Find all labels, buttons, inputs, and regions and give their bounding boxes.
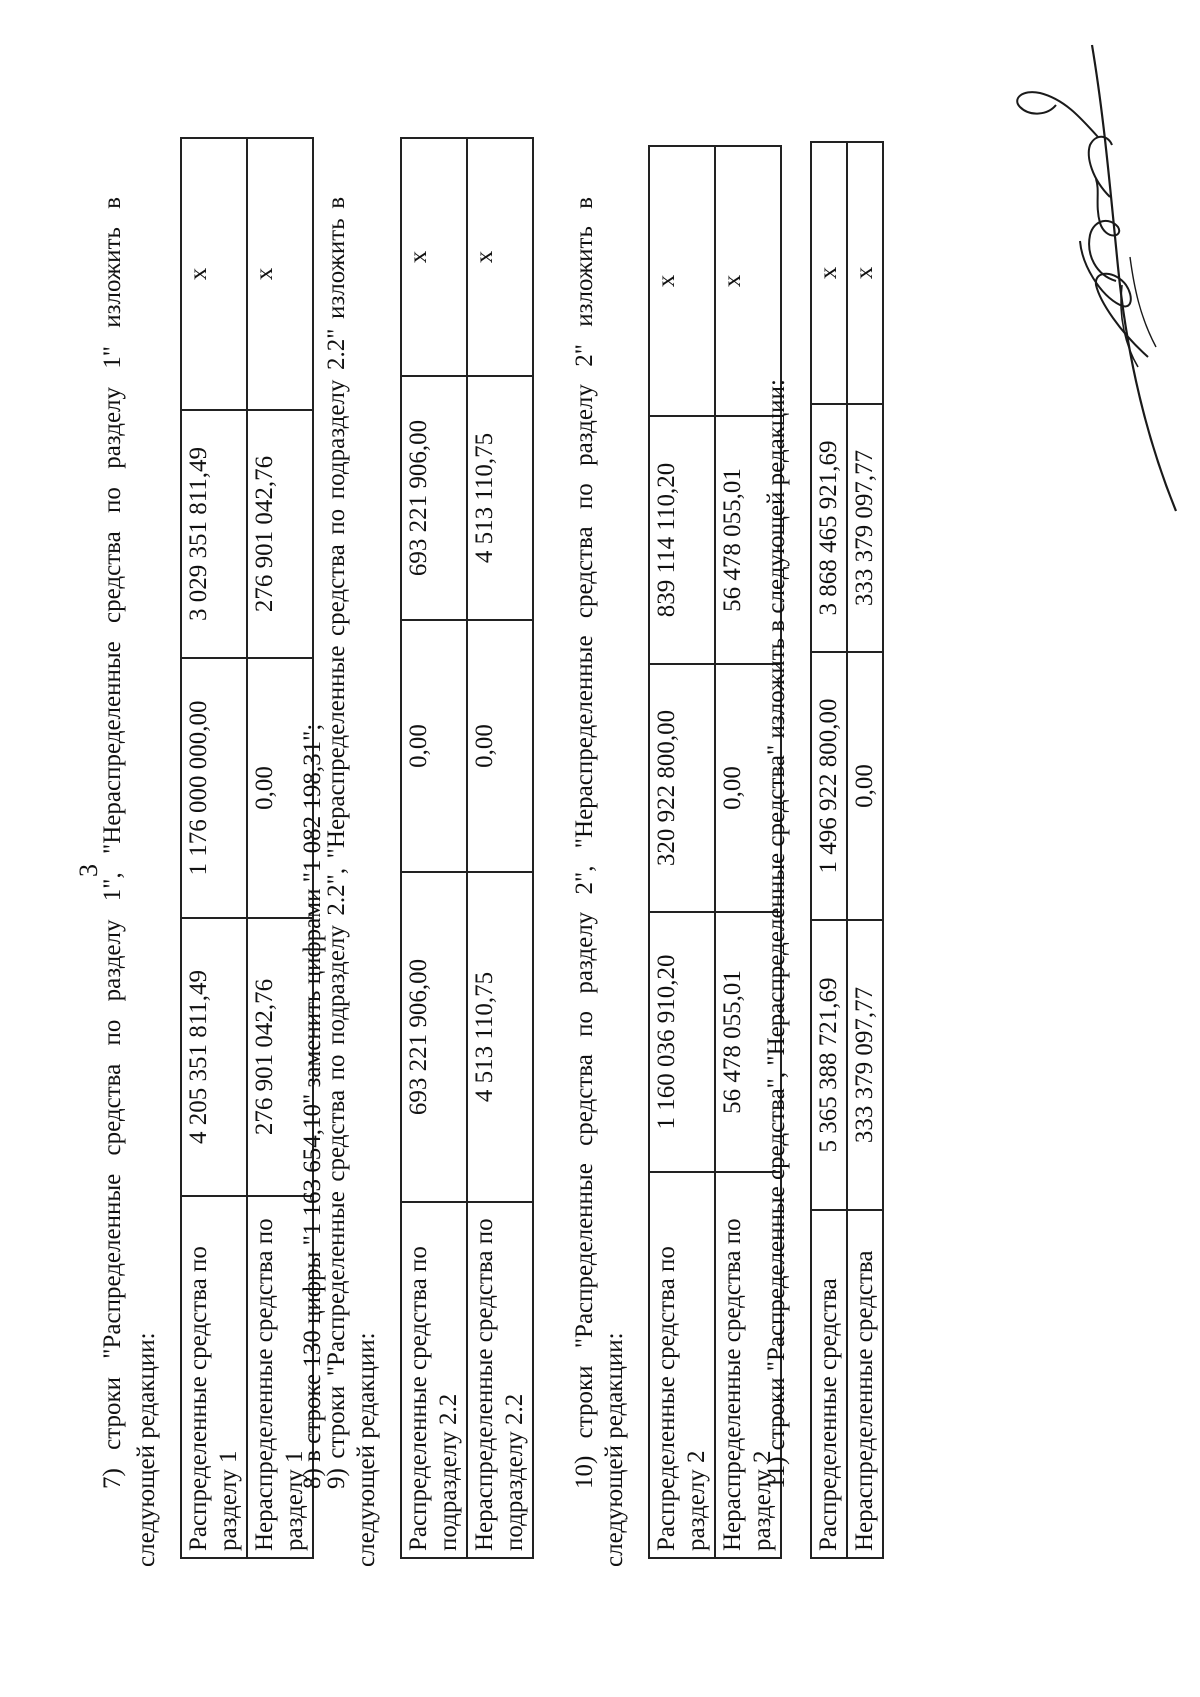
table-row bbox=[811, 142, 847, 1558]
table-cell: x bbox=[847, 142, 883, 404]
table-cell: x bbox=[649, 146, 715, 416]
table-cell: 320 922 800,00 bbox=[649, 664, 715, 912]
table-cell: 1 160 036 910,20 bbox=[649, 912, 715, 1172]
item10-line1: 10) строки "Распределенные средства по разделу 2", "Нераспределенные средства по разделу 2" изложить в bbox=[571, 197, 598, 1489]
table-cell: 693 221 906,00 bbox=[401, 376, 467, 620]
table-cell: x bbox=[715, 146, 781, 416]
table-cell: 333 379 097,77 bbox=[847, 920, 883, 1210]
table-cell: x bbox=[181, 138, 247, 410]
table-subsection-2-2 bbox=[400, 137, 534, 1559]
table-cell: 3 868 465 921,69 bbox=[811, 404, 847, 652]
item7-line2: следующей редакции: bbox=[133, 1332, 160, 1567]
item8-text: 8) в строке 130 цифры "1 163 654,10" заменить цифрами "1 082 198,31"; bbox=[299, 723, 326, 1489]
table-cell: x bbox=[247, 138, 313, 410]
table-cell: 4 513 110,75 bbox=[467, 376, 533, 620]
table-cell: 56 478 055,01 bbox=[715, 416, 781, 664]
table-cell: 0,00 bbox=[467, 620, 533, 872]
table-cell: 693 221 906,00 bbox=[401, 872, 467, 1202]
page-number: 3 bbox=[74, 864, 103, 877]
item9-line1: 9) строки "Распределенные средства по подразделу 2.2", "Нераспределенные средства по подразделу 2.2" изложить в bbox=[323, 197, 350, 1489]
table-cell: Распределенные средства по подразделу 2.2 bbox=[401, 1202, 467, 1558]
table-cell: 0,00 bbox=[401, 620, 467, 872]
table-cell: 1 496 922 800,00 bbox=[811, 652, 847, 920]
table-cell: 56 478 055,01 bbox=[715, 912, 781, 1172]
table-cell: 5 365 388 721,69 bbox=[811, 920, 847, 1210]
item11-text: 11) строки "Распределенные средства", "Нераспределенные средства" изложить в следующей редакции: bbox=[763, 379, 790, 1489]
table-cell: 0,00 bbox=[715, 664, 781, 912]
table-cell: 333 379 097,77 bbox=[847, 404, 883, 652]
table-total bbox=[810, 141, 884, 1559]
signature bbox=[1000, 37, 1190, 517]
item9-line2: следующей редакции: bbox=[353, 1332, 380, 1567]
table-cell: Нераспределенные средства bbox=[847, 1210, 883, 1558]
table-cell: 276 901 042,76 bbox=[247, 410, 313, 658]
table-row bbox=[401, 138, 467, 1558]
table-cell: 0,00 bbox=[847, 652, 883, 920]
table-cell: Нераспределенные средства по разделу 2 bbox=[715, 1172, 781, 1558]
table-cell: 3 029 351 811,49 bbox=[181, 410, 247, 658]
table-cell: Нераспределенные средства по разделу 1 bbox=[247, 1196, 313, 1558]
table-cell: 4 513 110,75 bbox=[467, 872, 533, 1202]
table-cell: 276 901 042,76 bbox=[247, 918, 313, 1196]
table-row bbox=[847, 142, 883, 1558]
table-row bbox=[181, 138, 247, 1558]
table-cell: Распределенные средства bbox=[811, 1210, 847, 1558]
table-cell: 839 114 110,20 bbox=[649, 416, 715, 664]
table-section-1 bbox=[180, 137, 314, 1559]
table-cell: x bbox=[401, 138, 467, 376]
table-cell: Распределенные средства по разделу 1 bbox=[181, 1196, 247, 1558]
item10-line2: следующей редакции: bbox=[601, 1332, 628, 1567]
table-cell: x bbox=[811, 142, 847, 404]
table-row bbox=[649, 146, 715, 1558]
item7-line1: 7) строки "Распределенные средства по разделу 1", "Нераспределенные средства по разделу 1" изложить в bbox=[99, 197, 126, 1489]
table-cell: 4 205 351 811,49 bbox=[181, 918, 247, 1196]
table-row bbox=[467, 138, 533, 1558]
table-cell: Распределенные средства по разделу 2 bbox=[649, 1172, 715, 1558]
table-cell: 0,00 bbox=[247, 658, 313, 918]
table-cell: Нераспределенные средства по подразделу 2.2 bbox=[467, 1202, 533, 1558]
table-cell: x bbox=[467, 138, 533, 376]
table-cell: 1 176 000 000,00 bbox=[181, 658, 247, 918]
